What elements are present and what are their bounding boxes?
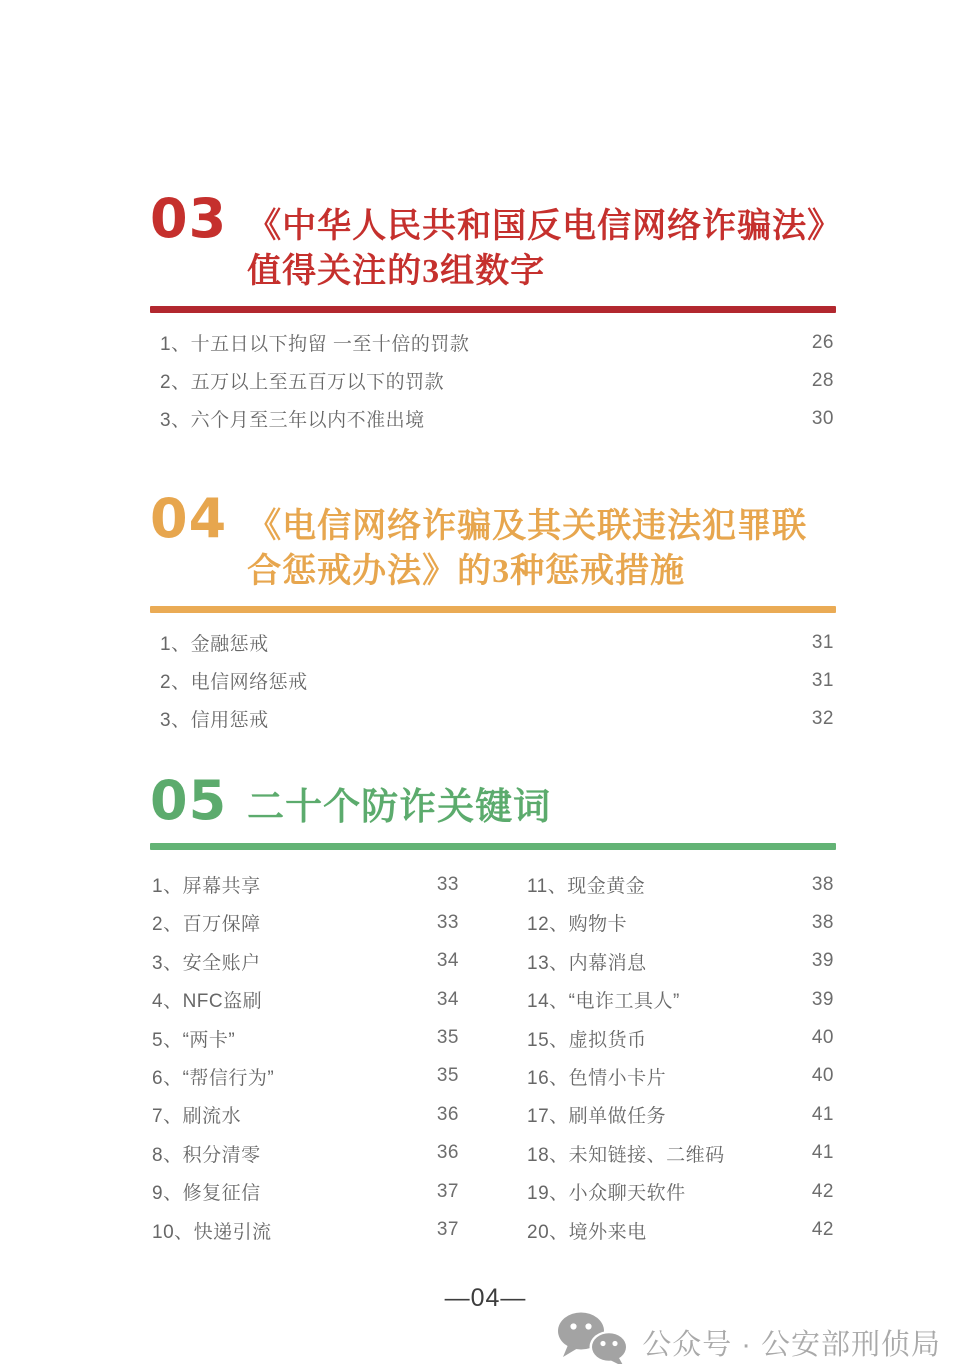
toc-entry-label: 3、安全账户	[152, 952, 261, 974]
section-04-title-line1: 《电信网络诈骗及其关联违法犯罪联	[247, 507, 808, 545]
section-05	[150, 768, 836, 1250]
section-05-title-line1: 二十个防诈关键词	[247, 786, 552, 828]
section-03-title	[247, 205, 843, 295]
toc-entry-page: 40	[811, 1027, 834, 1049]
section-03	[150, 187, 843, 438]
section-05-divider	[150, 843, 836, 850]
toc-entry-page: 36	[436, 1142, 459, 1164]
toc-content	[150, 187, 843, 1249]
section-04-list	[150, 624, 836, 738]
page-number: —04—	[444, 1284, 527, 1312]
toc-entry-label: 7、刷流水	[152, 1106, 242, 1128]
toc-entry[interactable]	[525, 1019, 836, 1057]
toc-entry[interactable]	[150, 700, 836, 738]
toc-entry-label: 13、内幕消息	[527, 952, 647, 974]
section-03-heading	[150, 187, 843, 295]
toc-entry[interactable]	[150, 1134, 461, 1172]
toc-entry-label: 16、色情小卡片	[527, 1067, 667, 1089]
toc-entry-page: 38	[811, 911, 834, 933]
toc-entry-label: 12、购物卡	[527, 914, 628, 936]
section-04-title-line2: 合惩戒办法》的3种惩戒措施	[247, 552, 686, 590]
keyword-column-right	[525, 865, 836, 1249]
toc-entry-page: 34	[436, 988, 459, 1010]
toc-entry[interactable]	[150, 362, 836, 400]
toc-entry-label: 1、屏幕共享	[152, 876, 261, 898]
toc-entry[interactable]	[525, 981, 836, 1019]
section-04-number: 04	[150, 486, 228, 550]
toc-entry-page: 39	[811, 950, 834, 972]
keyword-list-left	[150, 865, 461, 1249]
toc-entry-page: 40	[811, 1065, 834, 1087]
section-04-divider	[150, 606, 836, 613]
toc-entry-label: 9、修复征信	[152, 1183, 261, 1205]
toc-entry-label: 15、虚拟货币	[527, 1029, 647, 1051]
watermark	[556, 1312, 941, 1372]
toc-entry-page: 37	[436, 1180, 459, 1202]
section-04	[150, 486, 836, 738]
section-04-title	[247, 505, 807, 595]
toc-entry-label: 18、未知链接、二维码	[527, 1144, 725, 1166]
wechat-icon	[556, 1312, 630, 1372]
toc-entry-page: 36	[436, 1103, 459, 1125]
toc-entry-label: 11、现金黄金	[527, 876, 646, 898]
toc-entry-label: 1、十五日以下拘留 一至十倍的罚款	[160, 334, 470, 356]
toc-entry[interactable]	[150, 942, 461, 980]
keyword-list-right	[525, 865, 836, 1249]
toc-entry-page: 28	[811, 369, 834, 391]
section-05-number: 05	[150, 768, 228, 832]
toc-entry[interactable]	[150, 324, 836, 362]
toc-entry-label: 3、信用惩戒	[160, 710, 269, 731]
toc-entry-label: 3、六个月至三年以内不准出境	[160, 410, 425, 432]
toc-entry[interactable]	[525, 904, 836, 942]
toc-entry-page: 35	[436, 1065, 459, 1087]
toc-entry-label: 17、刷单做任务	[527, 1106, 667, 1128]
toc-entry[interactable]	[150, 865, 461, 903]
toc-entry-page: 33	[436, 873, 459, 895]
toc-entry-page: 37	[436, 1219, 459, 1241]
toc-entry[interactable]	[150, 1019, 461, 1057]
toc-entry-label: 5、“两卡”	[152, 1029, 236, 1051]
section-03-divider	[150, 306, 836, 313]
toc-entry-label: 19、小众聊天软件	[527, 1183, 686, 1205]
toc-entry-page: 26	[811, 331, 834, 353]
toc-entry[interactable]	[525, 1057, 836, 1095]
toc-entry[interactable]	[150, 1211, 461, 1249]
toc-entry[interactable]	[150, 904, 461, 942]
toc-entry[interactable]	[150, 1096, 461, 1134]
toc-entry-page: 39	[811, 988, 834, 1010]
toc-entry[interactable]	[150, 662, 836, 700]
toc-entry[interactable]	[150, 624, 836, 662]
toc-entry-label: 8、积分清零	[152, 1144, 261, 1166]
section-05-heading	[150, 768, 836, 833]
watermark-text: 公众号 · 公安部刑侦局	[642, 1328, 941, 1361]
toc-entry-page: 31	[811, 631, 834, 653]
toc-entry-page: 41	[811, 1103, 834, 1125]
section-03-title-line1: 《中华人民共和国反电信网络诈骗法》	[247, 208, 843, 245]
section-03-list	[150, 324, 836, 438]
toc-entry[interactable]	[525, 942, 836, 980]
toc-entry[interactable]	[525, 1211, 836, 1249]
toc-entry-label: 14、“电诈工具人”	[527, 991, 680, 1013]
toc-entry[interactable]	[525, 1096, 836, 1134]
toc-entry-label: 10、快递引流	[152, 1221, 272, 1243]
toc-entry-page: 34	[436, 950, 459, 972]
section-03-title-line2: 值得关注的3组数字	[247, 252, 546, 290]
toc-entry-label: 20、境外来电	[527, 1221, 647, 1243]
section-05-title	[247, 784, 551, 833]
toc-entry-label: 2、百万保障	[152, 914, 261, 936]
toc-entry-page: 41	[811, 1142, 834, 1164]
toc-entry-page: 32	[811, 707, 834, 729]
section-03-number: 03	[150, 187, 228, 250]
toc-entry-page: 38	[811, 873, 834, 895]
toc-entry[interactable]	[150, 1057, 461, 1095]
toc-entry-label: 4、NFC盗刷	[152, 991, 263, 1013]
toc-entry[interactable]	[150, 981, 461, 1019]
toc-entry[interactable]	[150, 400, 836, 438]
toc-entry-label: 6、“帮信行为”	[152, 1067, 275, 1089]
section-04-heading	[150, 486, 836, 595]
toc-entry-page: 35	[436, 1027, 459, 1049]
toc-entry[interactable]	[525, 1134, 836, 1172]
toc-entry-label: 1、金融惩戒	[160, 634, 269, 655]
toc-entry-page: 30	[811, 407, 834, 429]
toc-entry[interactable]	[525, 865, 836, 903]
toc-entry[interactable]	[525, 1172, 836, 1210]
toc-entry-label: 2、五万以上至五百万以下的罚款	[160, 372, 445, 394]
toc-entry-label: 2、电信网络惩戒	[160, 672, 308, 693]
toc-entry[interactable]	[150, 1172, 461, 1210]
toc-entry-page: 33	[436, 911, 459, 933]
keyword-columns	[150, 865, 836, 1249]
keyword-column-left	[150, 865, 461, 1249]
toc-entry-page: 31	[811, 669, 834, 691]
toc-entry-page: 42	[811, 1219, 834, 1241]
toc-entry-page: 42	[811, 1180, 834, 1202]
